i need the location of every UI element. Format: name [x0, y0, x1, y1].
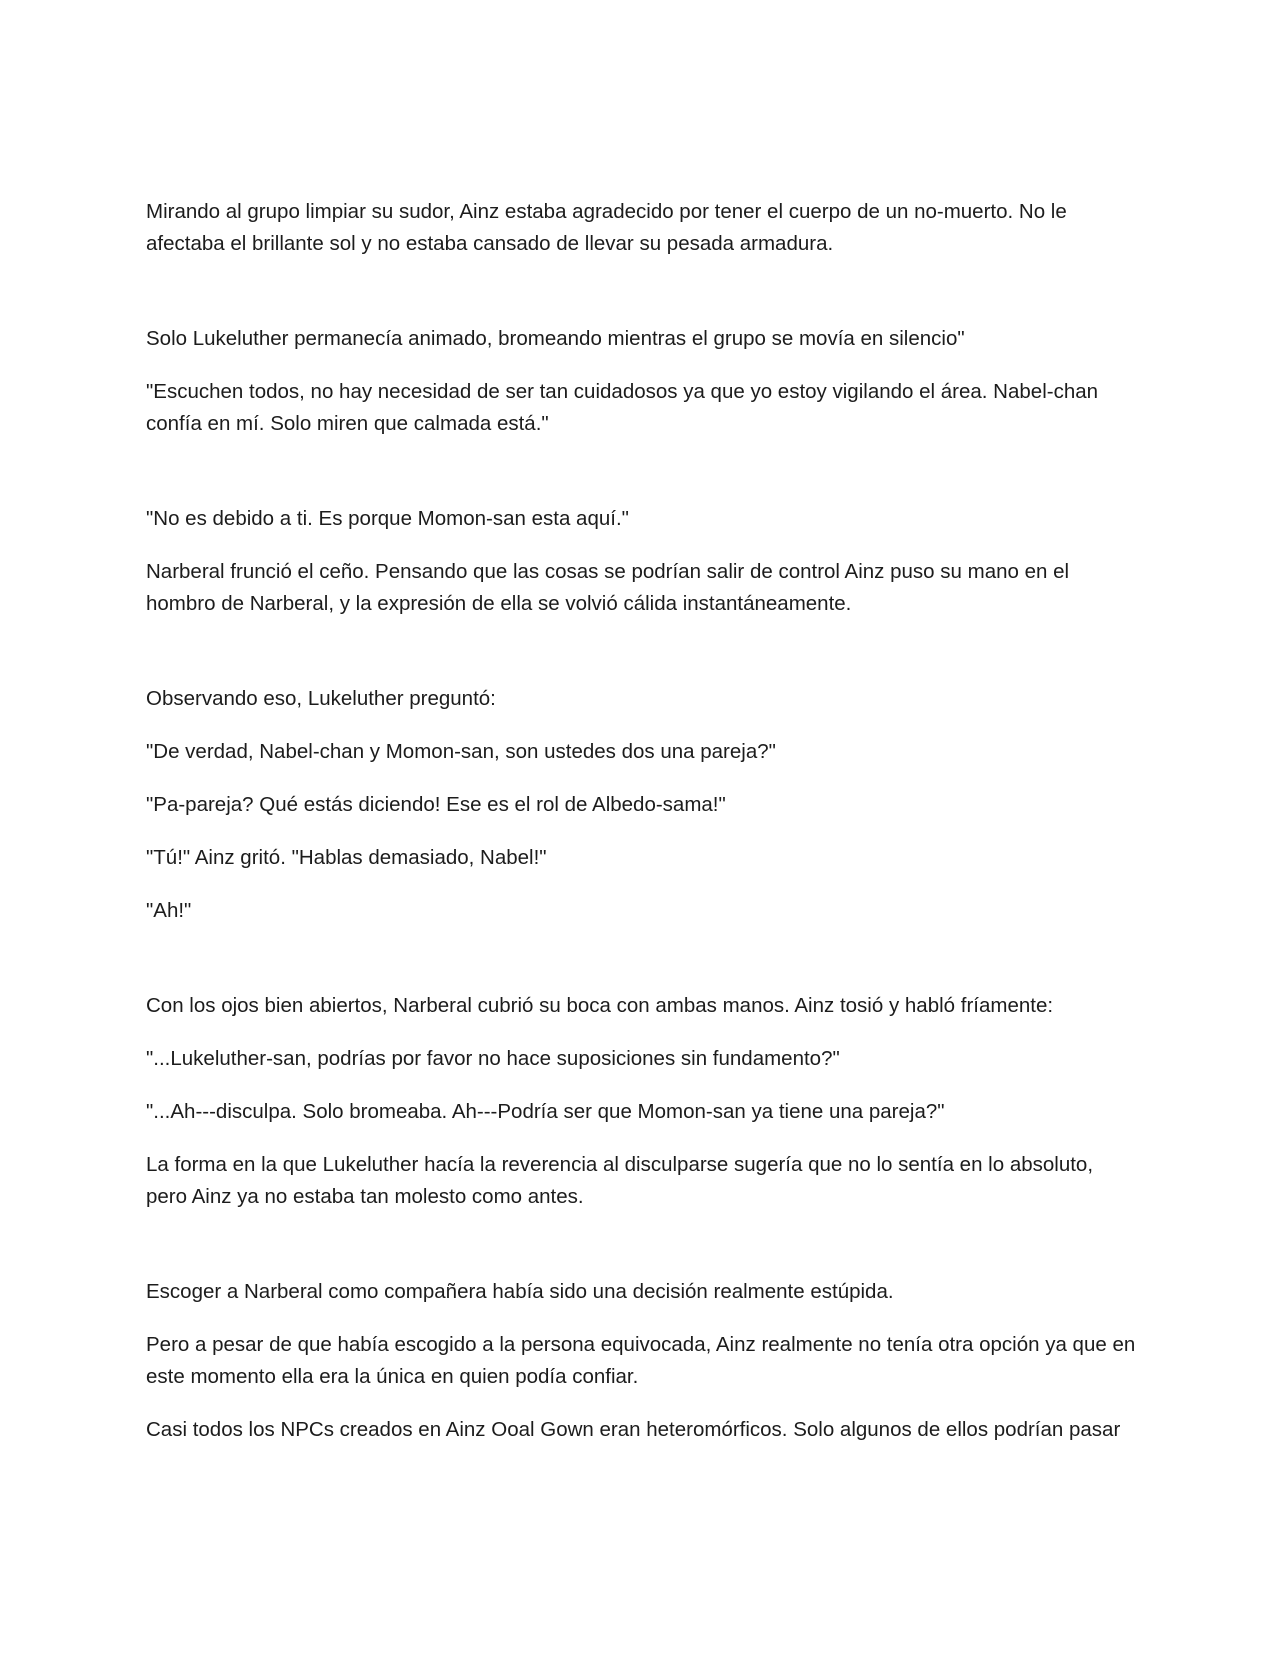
paragraph: "...Lukeluther-san, podrías por favor no hace suposiciones sin fundamento?"	[146, 1047, 840, 1070]
paragraph: Con los ojos bien abiertos, Narberal cubrió su boca con ambas manos. Ainz tosió y habló fríamente:	[146, 994, 1054, 1017]
paragraph: Narberal frunció el ceño. Pensando que las cosas se podrían salir de control Ainz puso su mano en el hombro de Narberal, y la expresión de ella se volvió cálida instantáneamente.	[146, 560, 1070, 615]
paragraph: La forma en la que Lukeluther hacía la reverencia al disculparse sugería que no lo sentía en lo absoluto, pero Ainz ya no estaba tan molesto como antes.	[146, 1153, 1094, 1208]
paragraph: "Escuchen todos, no hay necesidad de ser tan cuidadosos ya que yo estoy vigilando el área. Nabel-chan confía en mí. Solo miren que calmada está."	[146, 380, 1099, 435]
paragraph: Observando eso, Lukeluther preguntó:	[146, 687, 496, 710]
document-body	[146, 196, 1136, 1467]
paragraph: "Pa-pareja? Qué estás diciendo! Ese es el rol de Albedo-sama!"	[146, 793, 726, 816]
paragraph: "...Ah---disculpa. Solo bromeaba. Ah---Podría ser que Momon-san ya tiene una pareja?"	[146, 1100, 945, 1123]
paragraph: "Ah!"	[146, 899, 192, 922]
paragraph: Mirando al grupo limpiar su sudor, Ainz estaba agradecido por tener el cuerpo de un no-muerto. No le afectaba el brillante sol y no estaba cansado de llevar su pesada armadura.	[146, 200, 1067, 255]
paragraph: "De verdad, Nabel-chan y Momon-san, son ustedes dos una pareja?"	[146, 740, 776, 763]
paragraph: "No es debido a ti. Es porque Momon-san esta aquí."	[146, 507, 629, 530]
paragraph: "Tú!" Ainz gritó. "Hablas demasiado, Nabel!"	[146, 846, 547, 869]
paragraph: Solo Lukeluther permanecía animado, bromeando mientras el grupo se movía en silencio"	[146, 327, 965, 350]
paragraph: Casi todos los NPCs creados en Ainz Ooal Gown eran heteromórficos. Solo algunos de ellos podrían pasar	[146, 1418, 1121, 1441]
paragraph: Pero a pesar de que había escogido a la persona equivocada, Ainz realmente no tenía otra opción ya que en este momento ella era la única en quien podía confiar.	[146, 1333, 1136, 1388]
paragraph: Escoger a Narberal como compañera había sido una decisión realmente estúpida.	[146, 1280, 894, 1303]
